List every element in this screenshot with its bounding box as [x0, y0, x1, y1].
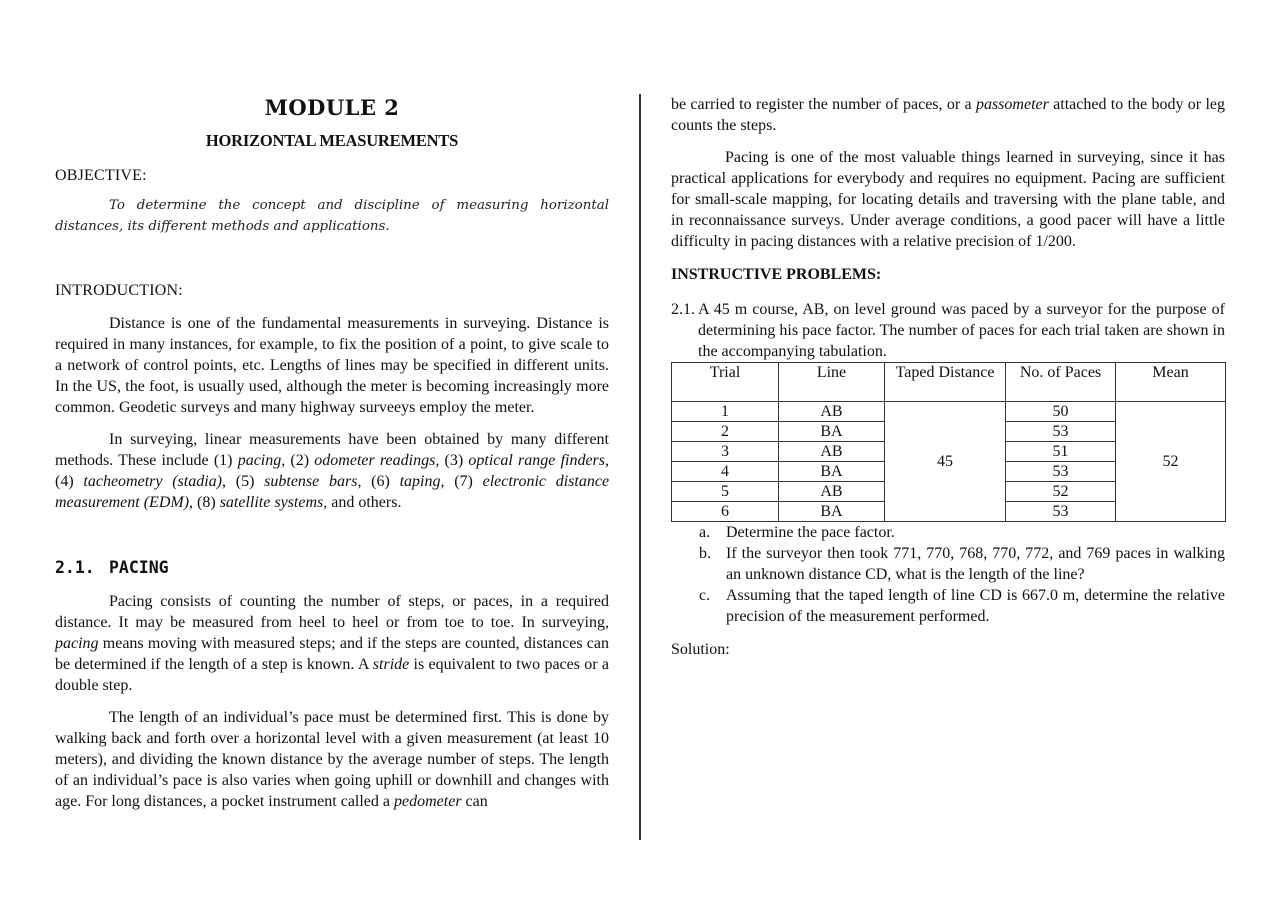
sub-question-a: a. Determine the pace factor.: [699, 524, 895, 541]
cell-paces: 53: [1006, 462, 1116, 482]
problem-2-1: [671, 299, 1225, 362]
table-row: [672, 402, 1226, 422]
cell-trial: 5: [672, 482, 779, 502]
cell-trial: 6: [672, 502, 779, 522]
header-line: Line: [779, 363, 885, 402]
module-subtitle: HORIZONTAL MEASUREMENTS: [205, 131, 459, 150]
header-no-of-paces: No. of Paces: [1006, 363, 1116, 402]
solution-label: Solution:: [671, 641, 730, 658]
intro-paragraph-1: Distance is one of the fundamental measurements in surveying. Distance is required in many instances, for example, to fix the position of a point, to give scale to a network of control points, etc. Lengths of lines may be specified in different units. In the US, the foot, is usually used, although the meter is becoming increasingly more common. Geodetic surveys and many highway surveeys employ the meter.: [55, 315, 609, 416]
section-heading-pacing: [55, 557, 609, 579]
cell-paces: 53: [1006, 502, 1116, 522]
cell-line: BA: [779, 502, 885, 522]
cell-paces: 52: [1006, 482, 1116, 502]
pacing-paragraph-1: Pacing consists of counting the number of steps, or paces, in a required distance. It may be measured from heel to heel or from toe to toe. In surveying, pacing means moving with measured steps; and if the steps are counted, distances can be determined if the length of a step is known. A stride is equivalent to two paces or a double step.: [55, 593, 609, 694]
cell-line: BA: [779, 422, 885, 442]
module-title: MODULE 2: [264, 95, 400, 120]
section-title: PACING: [109, 558, 169, 577]
table-header-row: [672, 363, 1226, 402]
problem-text: A 45 m course, AB, on level ground was paced by a surveyor for the purpose of determining his pace factor. The number of paces for each trial taken are shown in the accompanying tabulation.: [698, 301, 1225, 360]
cell-line: AB: [779, 482, 885, 502]
right-column: [671, 94, 1225, 660]
introduction-label: INTRODUCTION:: [55, 282, 183, 299]
cell-line: AB: [779, 442, 885, 462]
column-divider: [639, 94, 641, 840]
pacing-paragraph-3: Pacing is one of the most valuable things learned in surveying, since it has practical applications for everybody and requires no equipment. Pacing are sufficient for small-scale mapping, for locating details and traversing with the plane table, and in reconnaissance surveys. Under average conditions, a good pacer will have a little difficulty in pacing distances with a relative precision of 1/200.: [671, 149, 1225, 250]
cell-trial: 4: [672, 462, 779, 482]
sub-question-b: b. If the surveyor then took 771, 770, 768, 770, 772, and 769 paces in walking an unknown distance CD, what is the length of the line?: [699, 545, 1225, 583]
objective-text: To determine the concept and discipline of measuring horizontal distances, its different methods and applications.: [55, 198, 609, 234]
sub-questions-list: [671, 522, 1225, 627]
instructive-problems-heading: INSTRUCTIVE PROBLEMS:: [671, 266, 882, 283]
header-mean: Mean: [1116, 363, 1226, 402]
header-trial: Trial: [672, 363, 779, 402]
cell-paces: 51: [1006, 442, 1116, 462]
pacing-paragraph-2: The length of an individual’s pace must be determined first. This is done by walking back and forth over a horizontal level with a given measurement (at least 10 meters), and dividing the known distance by the average number of steps. The length of an individual’s pace is also varies when going uphill or downhill and changes with age. For long distances, a pocket instrument called a pedometer can: [55, 709, 609, 810]
cell-trial: 1: [672, 402, 779, 422]
pacing-table: [671, 362, 1226, 522]
continued-paragraph: be carried to register the number of paces, or a passometer attached to the body or leg counts the steps.: [671, 96, 1225, 134]
left-column: [55, 94, 609, 812]
cell-line: AB: [779, 402, 885, 422]
section-number: 2.1.: [55, 558, 95, 577]
cell-paces: 53: [1006, 422, 1116, 442]
header-taped-distance: Taped Distance: [885, 363, 1006, 402]
cell-trial: 3: [672, 442, 779, 462]
cell-line: BA: [779, 462, 885, 482]
intro-paragraph-2: In surveying, linear measurements have been obtained by many different methods. These include (1) pacing, (2) odometer readings, (3) optical range finders, (4) tacheometry (stadia), (5) subtense bars, (6) taping, (7) electronic distance measurement (EDM), (8) satellite systems, and others.: [55, 431, 610, 511]
objective-label: OBJECTIVE:: [55, 167, 147, 184]
cell-paces: 50: [1006, 402, 1116, 422]
cell-mean: 52: [1116, 402, 1226, 522]
sub-question-c: c. Assuming that the taped length of line CD is 667.0 m, determine the relative precision of the measurement performed.: [699, 587, 1225, 625]
problem-number: 2.1.: [671, 301, 695, 318]
cell-trial: 2: [672, 422, 779, 442]
cell-taped-distance: 45: [885, 402, 1006, 522]
